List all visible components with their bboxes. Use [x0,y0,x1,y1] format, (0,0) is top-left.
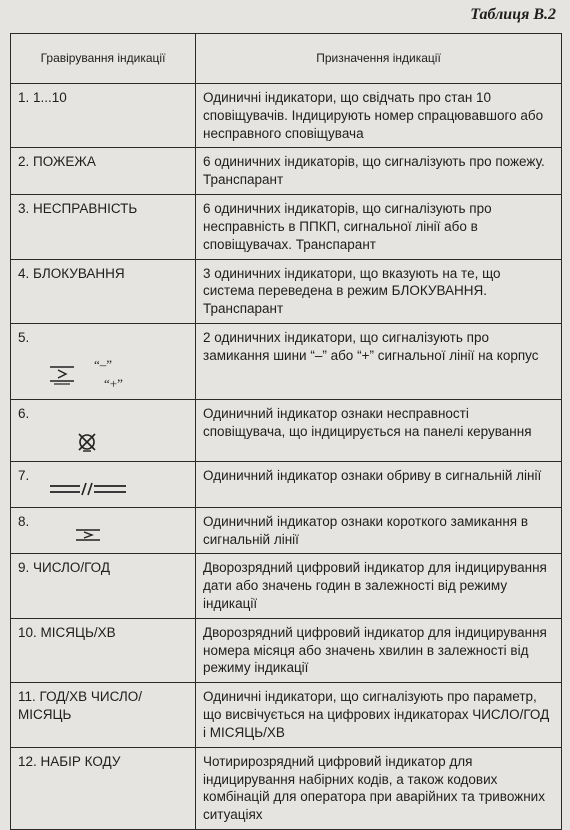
row-description: Одиничні індикатори, що свідчать про стан 10 сповіщувачів. Індицирують номер спрацювавшого або несправного сповіщувача [196,84,562,148]
row-label-cell [11,323,196,399]
header-purpose: Призначення індикації [196,34,562,84]
row-label-cell [11,507,196,554]
row-label: 4. БЛОКУВАННЯ [11,259,196,323]
row-label: 7. [18,467,30,483]
table-row [11,554,562,618]
row-label: 1. 1...10 [11,84,196,148]
row-description: 6 одиничних індикаторів, що сигналізують про несправність в ППКП, сигнальної лінії або в сповіщувачах. Транспарант [196,195,562,259]
row-label: 2. ПОЖЕЖА [11,148,196,195]
header-engraving: Гравірування індикації [11,34,196,84]
row-description: 2 одиничних індикатори, що сигналізують про замикання шини “–” або “+” сигнальної лінії на корпус [196,323,562,399]
table-row [11,618,562,682]
row-label-cell [11,461,196,507]
table-row [11,148,562,195]
row-description: Одиничний індикатор ознаки обриву в сигнальній лінії [196,461,562,507]
row-label: 3. НЕСПРАВНІСТЬ [11,195,196,259]
table-row [11,259,562,323]
table-row [11,747,562,829]
table-row [11,323,562,399]
row-label: 12. НАБІР КОДУ [11,747,196,829]
short-circuit-icon [74,527,102,543]
row-label: 9. ЧИСЛО/ГОД [11,554,196,618]
table-row [11,683,562,747]
table-row [11,399,562,461]
row-description: 6 одиничних індикаторів, що сигналізують про пожежу. Транспарант [196,148,562,195]
row-description: Дворозрядний цифровий індикатор для індицирування номера місяця або значень хвилин в залежності від режиму індикації [196,618,562,682]
sign-minus: “–” [94,356,113,372]
table-row [11,84,562,148]
row-label: 8. [18,513,30,529]
row-description: Одиничний індикатор ознаки короткого замикання в сигнальній лінії [196,507,562,554]
row-label: 11. ГОД/ХВ ЧИСЛО/МІСЯЦЬ [11,683,196,747]
indication-table [10,33,562,830]
row-label: 6. [18,405,30,421]
table-caption: Таблиця В.2 [470,6,556,23]
sign-plus: “+” [104,376,123,392]
row-description: 3 одиничних індикатори, що вказують на те, що система переведена в режим БЛОКУВАННЯ. Транспарант [196,259,562,323]
row-label: 10. МІСЯЦЬ/ХВ [11,618,196,682]
table-row [11,461,562,507]
row-label-cell [11,399,196,461]
short-to-ground-icon [48,363,76,385]
table-row [11,507,562,554]
row-description: Одиничні індикатори, що сигналізують про параметр, що висвічується на цифрових індикаторах ЧИСЛО/ГОД і МІСЯЦЬ/ХВ [196,683,562,747]
table-row [11,195,562,259]
row-description: Чотирирозрядний цифровий індикатор для індицирування набірних кодів, а також кодових комбінацій для оператора при аварійних та тривожних ситуаціях [196,747,562,829]
row-description: Одиничний індикатор ознаки несправності сповіщувача, що індицирується на панелі керування [196,399,562,461]
row-label: 5. [18,329,30,345]
table-header-row [11,34,562,84]
line-break-icon [48,481,128,497]
detector-fault-icon [76,431,98,453]
row-description: Дворозрядний цифровий індикатор для індицирування дати або значень годин в залежності від режиму індикації [196,554,562,618]
